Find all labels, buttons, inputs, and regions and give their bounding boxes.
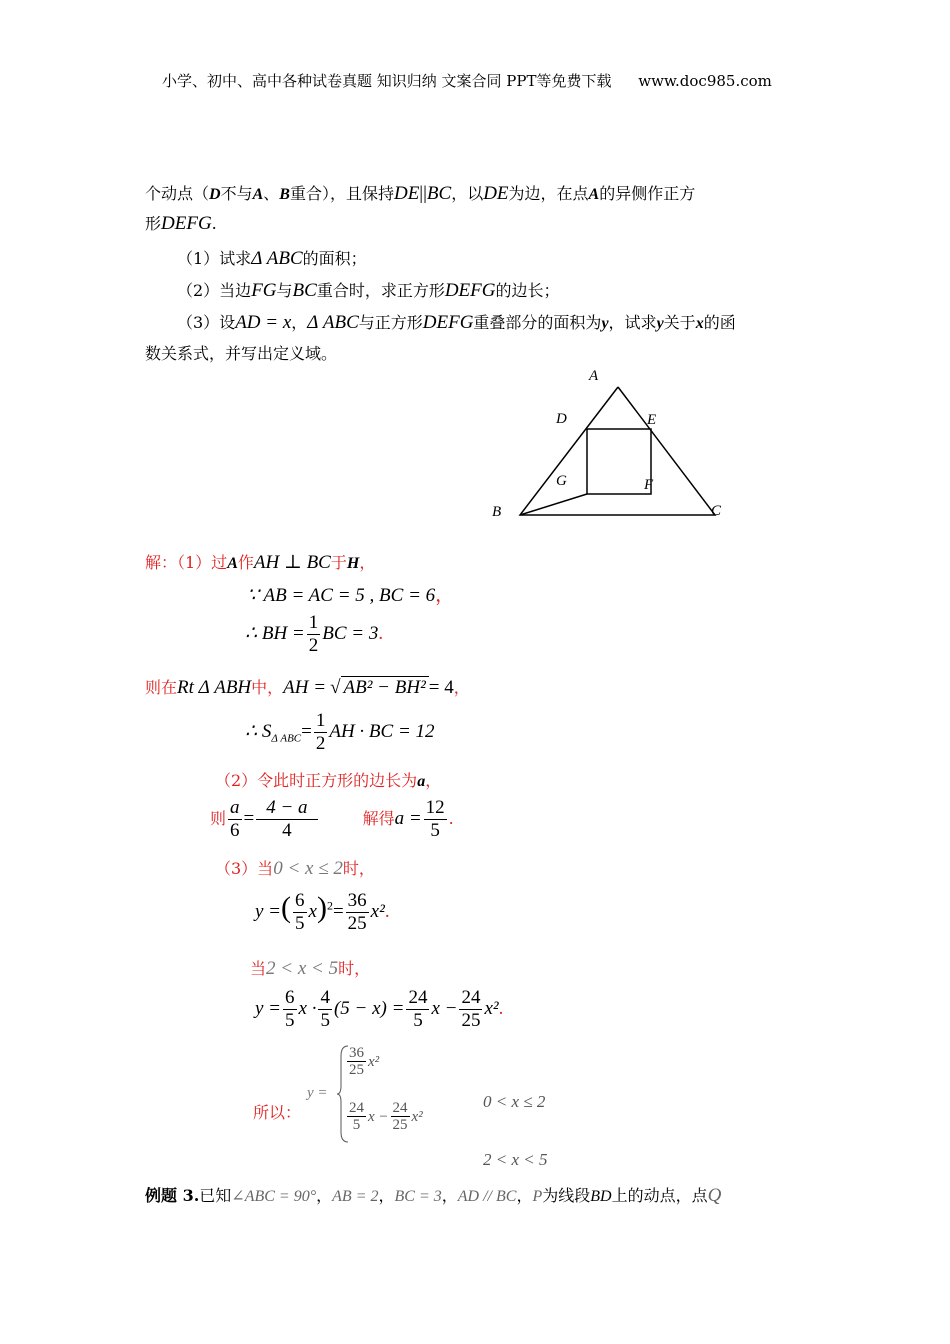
solution-part-3-case2: 当2 < x < 5时， (250, 958, 371, 979)
solution-step-5: ∴ $S_{\Delta ABC}=$ $\frac{1}{2}$ AH · BC = 12 (245, 710, 435, 754)
solution-part-2: （2）令此时正方形的边长为a， (215, 771, 442, 790)
problem-line-1: 个动点（D不与A、B重合），且保持DE||BC，以DE为边，在点A的异侧作正方 (145, 183, 696, 204)
label-D: D (556, 411, 567, 427)
solution-part-3: （3）当0 < x ≤ 2时， (215, 858, 375, 879)
header-url: www.doc985.com (638, 72, 772, 90)
example-3: 例题 3.已知∠ABC = 90°，AB = 2，BC = 3，AD // BC，P为线段BD上的动点，点Q (145, 1185, 722, 1206)
solution-part-2-eq: 则 $\frac{a}{6}$ = $\frac{4 - a}{4}$ 解得a = $\frac{12}{5}$ . (210, 797, 454, 841)
piecewise-y-label: y = (307, 1085, 328, 1101)
question-2: （2）当边FG与BC重合时，求正方形DEFG的边长； (177, 280, 560, 301)
square-defg (587, 429, 651, 494)
label-A: A (589, 368, 599, 384)
piecewise-case-2: $\frac{24}{5}$ x − $\frac{24}{25}$ x² (349, 1100, 423, 1133)
solution-step-1: 解：（1）过A作AH ⊥ BC于H， (145, 552, 376, 573)
solution-step-2: ∵ AB = AC = 5 , BC = 6， (247, 585, 455, 606)
label-F: F (644, 477, 654, 493)
label-E: E (647, 412, 657, 428)
label-G: G (556, 473, 567, 489)
triangle-abc (520, 387, 715, 515)
triangle-figure (480, 360, 740, 525)
solution-step-4: 则在Rt Δ ABH中，AH = √ AB² − BH² = 4， (145, 677, 470, 698)
question-3-line-2: 数关系式，并写出定义域。 (145, 344, 338, 363)
segment-bg (520, 494, 587, 515)
question-1: （1）试求Δ ABC的面积； (177, 248, 367, 269)
page-header (162, 70, 772, 91)
question-3: （3）设AD = x，Δ ABC与正方形DEFG重叠部分的面积为y，试求y关于x的函 (177, 312, 736, 333)
problem-line-2: 形DEFG. (145, 213, 217, 234)
piecewise-case-1: $\frac{36}{25}$ x² (349, 1045, 380, 1078)
piecewise-cond-1: 0 < x ≤ 2 (483, 1092, 546, 1111)
solution-step-3: ∴ BH = $\frac{1}{2}$ BC = 3. (245, 612, 384, 656)
solution-conclusion-label: 所以： (253, 1103, 302, 1122)
label-C: C (711, 503, 722, 519)
solution-part-3-eq2: y = $\frac{6}{5}$ x · $\frac{4}{5}$ (5 − x) = $\frac{24}{5}$ x − $\frac{24}{25}$ x². (255, 987, 504, 1031)
header-text: 小学、初中、高中各种试卷真题 知识归纳 文案合同 PPT等免费下载 (162, 72, 612, 90)
solution-part-3-eq1: y =( $\frac{6}{5}$ x)$^2$= $\frac{36}{25}$ x². (255, 890, 390, 934)
label-B: B (492, 504, 502, 520)
piecewise-cond-2: 2 < x < 5 (483, 1150, 548, 1169)
